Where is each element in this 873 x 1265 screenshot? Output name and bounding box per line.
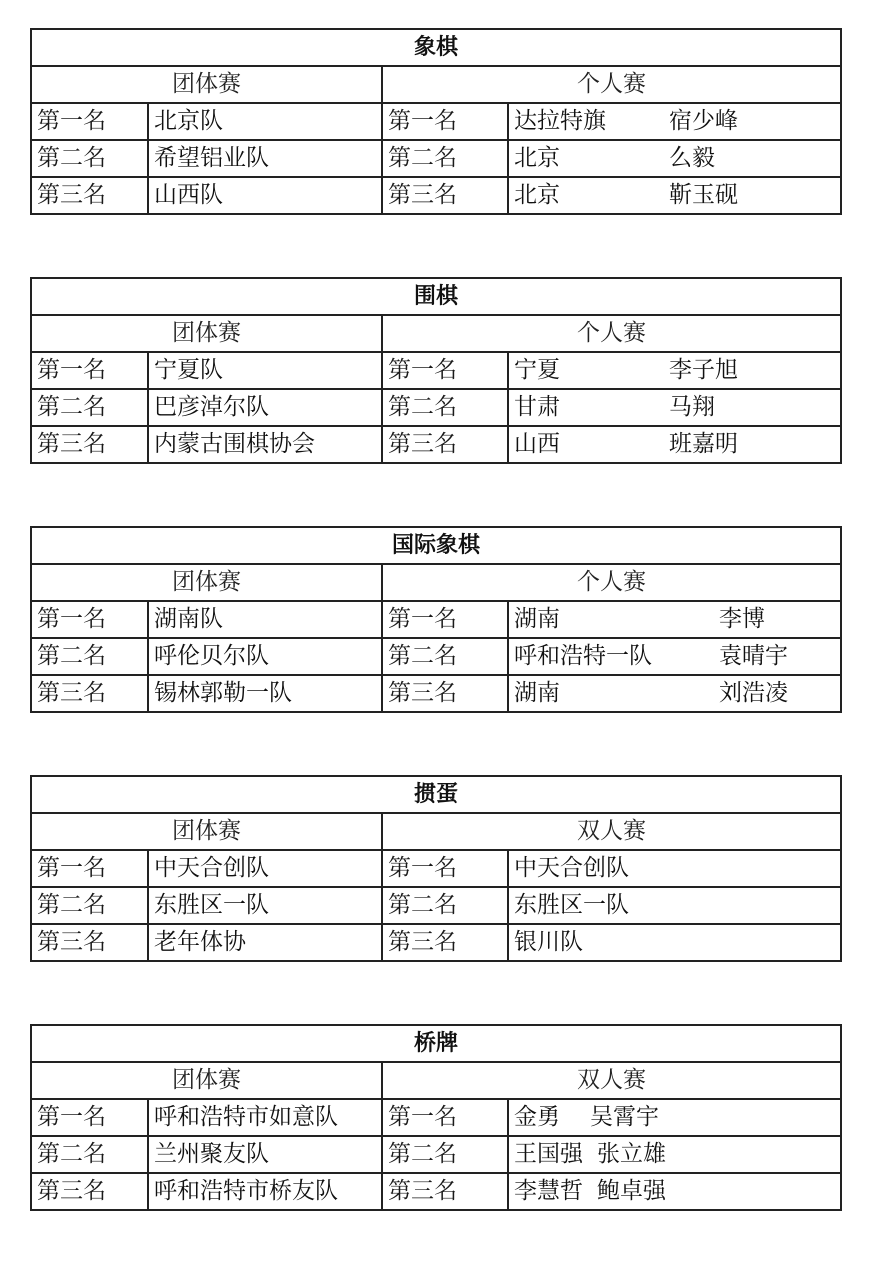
winner-unit: 甘肃 [514, 394, 560, 420]
individual-event-header: 个人赛 [382, 564, 841, 601]
pairs-rank: 第一名 [382, 850, 508, 887]
individual-winner [508, 675, 841, 712]
individual-winner [508, 352, 841, 389]
table-title: 围棋 [31, 278, 841, 315]
team-name: 山西队 [148, 177, 382, 214]
team-name: 中天合创队 [148, 850, 382, 887]
team-name: 希望铝业队 [148, 140, 382, 177]
winner-person: 靳玉砚 [669, 182, 738, 208]
winner-unit: 北京 [514, 145, 560, 171]
xiangqi-results-table [30, 28, 842, 215]
winner-person: 马翔 [669, 394, 715, 420]
team-event-header: 团体赛 [31, 66, 382, 103]
individual-rank: 第二名 [382, 389, 508, 426]
table-row [31, 389, 841, 426]
team-name: 东胜区一队 [148, 887, 382, 924]
table-title: 国际象棋 [31, 527, 841, 564]
winner-player-1: 金勇 [514, 1104, 560, 1130]
pairs-event-header: 双人赛 [382, 1062, 841, 1099]
winner-unit: 宁夏 [514, 357, 560, 383]
weiqi-results-table [30, 277, 842, 464]
team-name: 呼伦贝尔队 [148, 638, 382, 675]
team-rank: 第三名 [31, 675, 148, 712]
individual-rank: 第一名 [382, 352, 508, 389]
team-event-header: 团体赛 [31, 813, 382, 850]
pairs-rank: 第三名 [382, 1173, 508, 1210]
individual-winner [508, 177, 841, 214]
winner-person: 宿少峰 [669, 108, 738, 134]
table-title: 象棋 [31, 29, 841, 66]
team-rank: 第二名 [31, 140, 148, 177]
individual-winner [508, 389, 841, 426]
team-rank: 第二名 [31, 389, 148, 426]
table-row [31, 887, 841, 924]
individual-winner [508, 140, 841, 177]
individual-rank: 第三名 [382, 675, 508, 712]
pairs-rank: 第二名 [382, 887, 508, 924]
winner-person: 李子旭 [669, 357, 738, 383]
individual-rank: 第三名 [382, 426, 508, 463]
individual-winner [508, 426, 841, 463]
team-name: 呼和浩特市如意队 [148, 1099, 382, 1136]
team-name: 北京队 [148, 103, 382, 140]
table-row [31, 924, 841, 961]
table-title: 掼蛋 [31, 776, 841, 813]
team-name: 湖南队 [148, 601, 382, 638]
chess-results-table [30, 526, 842, 713]
pairs-winner [508, 1173, 841, 1210]
winner-unit: 东胜区一队 [514, 892, 629, 918]
winner-unit: 湖南 [514, 606, 560, 632]
table-row [31, 140, 841, 177]
table-row [31, 1099, 841, 1136]
table-row [31, 352, 841, 389]
winner-unit: 银川队 [514, 929, 583, 955]
pairs-winner [508, 850, 841, 887]
team-rank: 第二名 [31, 1136, 148, 1173]
winner-unit: 湖南 [514, 680, 560, 706]
team-rank: 第三名 [31, 924, 148, 961]
winner-unit: 北京 [514, 182, 560, 208]
pairs-winner [508, 924, 841, 961]
team-name: 呼和浩特市桥友队 [148, 1173, 382, 1210]
guandan-results-table [30, 775, 842, 962]
team-name: 锡林郭勒一队 [148, 675, 382, 712]
table-row [31, 601, 841, 638]
winner-unit: 呼和浩特一队 [514, 643, 652, 669]
bridge-results-table [30, 1024, 842, 1211]
pairs-rank: 第二名 [382, 1136, 508, 1173]
individual-event-header: 个人赛 [382, 66, 841, 103]
winner-player-1: 王国强 [514, 1141, 583, 1167]
table-title: 桥牌 [31, 1025, 841, 1062]
individual-rank: 第三名 [382, 177, 508, 214]
pairs-rank: 第三名 [382, 924, 508, 961]
table-row [31, 850, 841, 887]
individual-winner [508, 638, 841, 675]
team-rank: 第一名 [31, 1099, 148, 1136]
table-row [31, 675, 841, 712]
team-rank: 第一名 [31, 850, 148, 887]
team-rank: 第二名 [31, 887, 148, 924]
winner-person: 么毅 [669, 145, 715, 171]
pairs-rank: 第一名 [382, 1099, 508, 1136]
team-rank: 第一名 [31, 103, 148, 140]
team-rank: 第一名 [31, 601, 148, 638]
table-row [31, 177, 841, 214]
results-document [30, 28, 840, 1211]
table-row [31, 426, 841, 463]
individual-event-header: 个人赛 [382, 315, 841, 352]
team-rank: 第二名 [31, 638, 148, 675]
team-event-header: 团体赛 [31, 564, 382, 601]
pairs-winner [508, 1136, 841, 1173]
team-name: 兰州聚友队 [148, 1136, 382, 1173]
team-rank: 第三名 [31, 1173, 148, 1210]
team-rank: 第三名 [31, 426, 148, 463]
table-row [31, 638, 841, 675]
individual-winner [508, 103, 841, 140]
team-rank: 第三名 [31, 177, 148, 214]
individual-rank: 第一名 [382, 601, 508, 638]
winner-player-2: 张立雄 [597, 1141, 666, 1167]
winner-person: 班嘉明 [669, 431, 738, 457]
team-name: 巴彦淖尔队 [148, 389, 382, 426]
winner-person: 刘浩凌 [719, 680, 788, 706]
winner-person: 李博 [719, 606, 765, 632]
individual-winner [508, 601, 841, 638]
team-event-header: 团体赛 [31, 1062, 382, 1099]
winner-unit: 达拉特旗 [514, 108, 606, 134]
winner-player-2: 鲍卓强 [597, 1178, 666, 1204]
pairs-winner [508, 1099, 841, 1136]
table-row [31, 1173, 841, 1210]
individual-rank: 第二名 [382, 140, 508, 177]
team-rank: 第一名 [31, 352, 148, 389]
winner-player-2: 吴霄宇 [590, 1104, 659, 1130]
team-event-header: 团体赛 [31, 315, 382, 352]
individual-rank: 第一名 [382, 103, 508, 140]
individual-rank: 第二名 [382, 638, 508, 675]
team-name: 内蒙古围棋协会 [148, 426, 382, 463]
winner-unit: 中天合创队 [514, 855, 629, 881]
pairs-winner [508, 887, 841, 924]
winner-person: 袁晴宇 [719, 643, 788, 669]
winner-player-1: 李慧哲 [514, 1178, 583, 1204]
pairs-event-header: 双人赛 [382, 813, 841, 850]
table-row [31, 1136, 841, 1173]
team-name: 老年体协 [148, 924, 382, 961]
winner-unit: 山西 [514, 431, 560, 457]
table-row [31, 103, 841, 140]
team-name: 宁夏队 [148, 352, 382, 389]
